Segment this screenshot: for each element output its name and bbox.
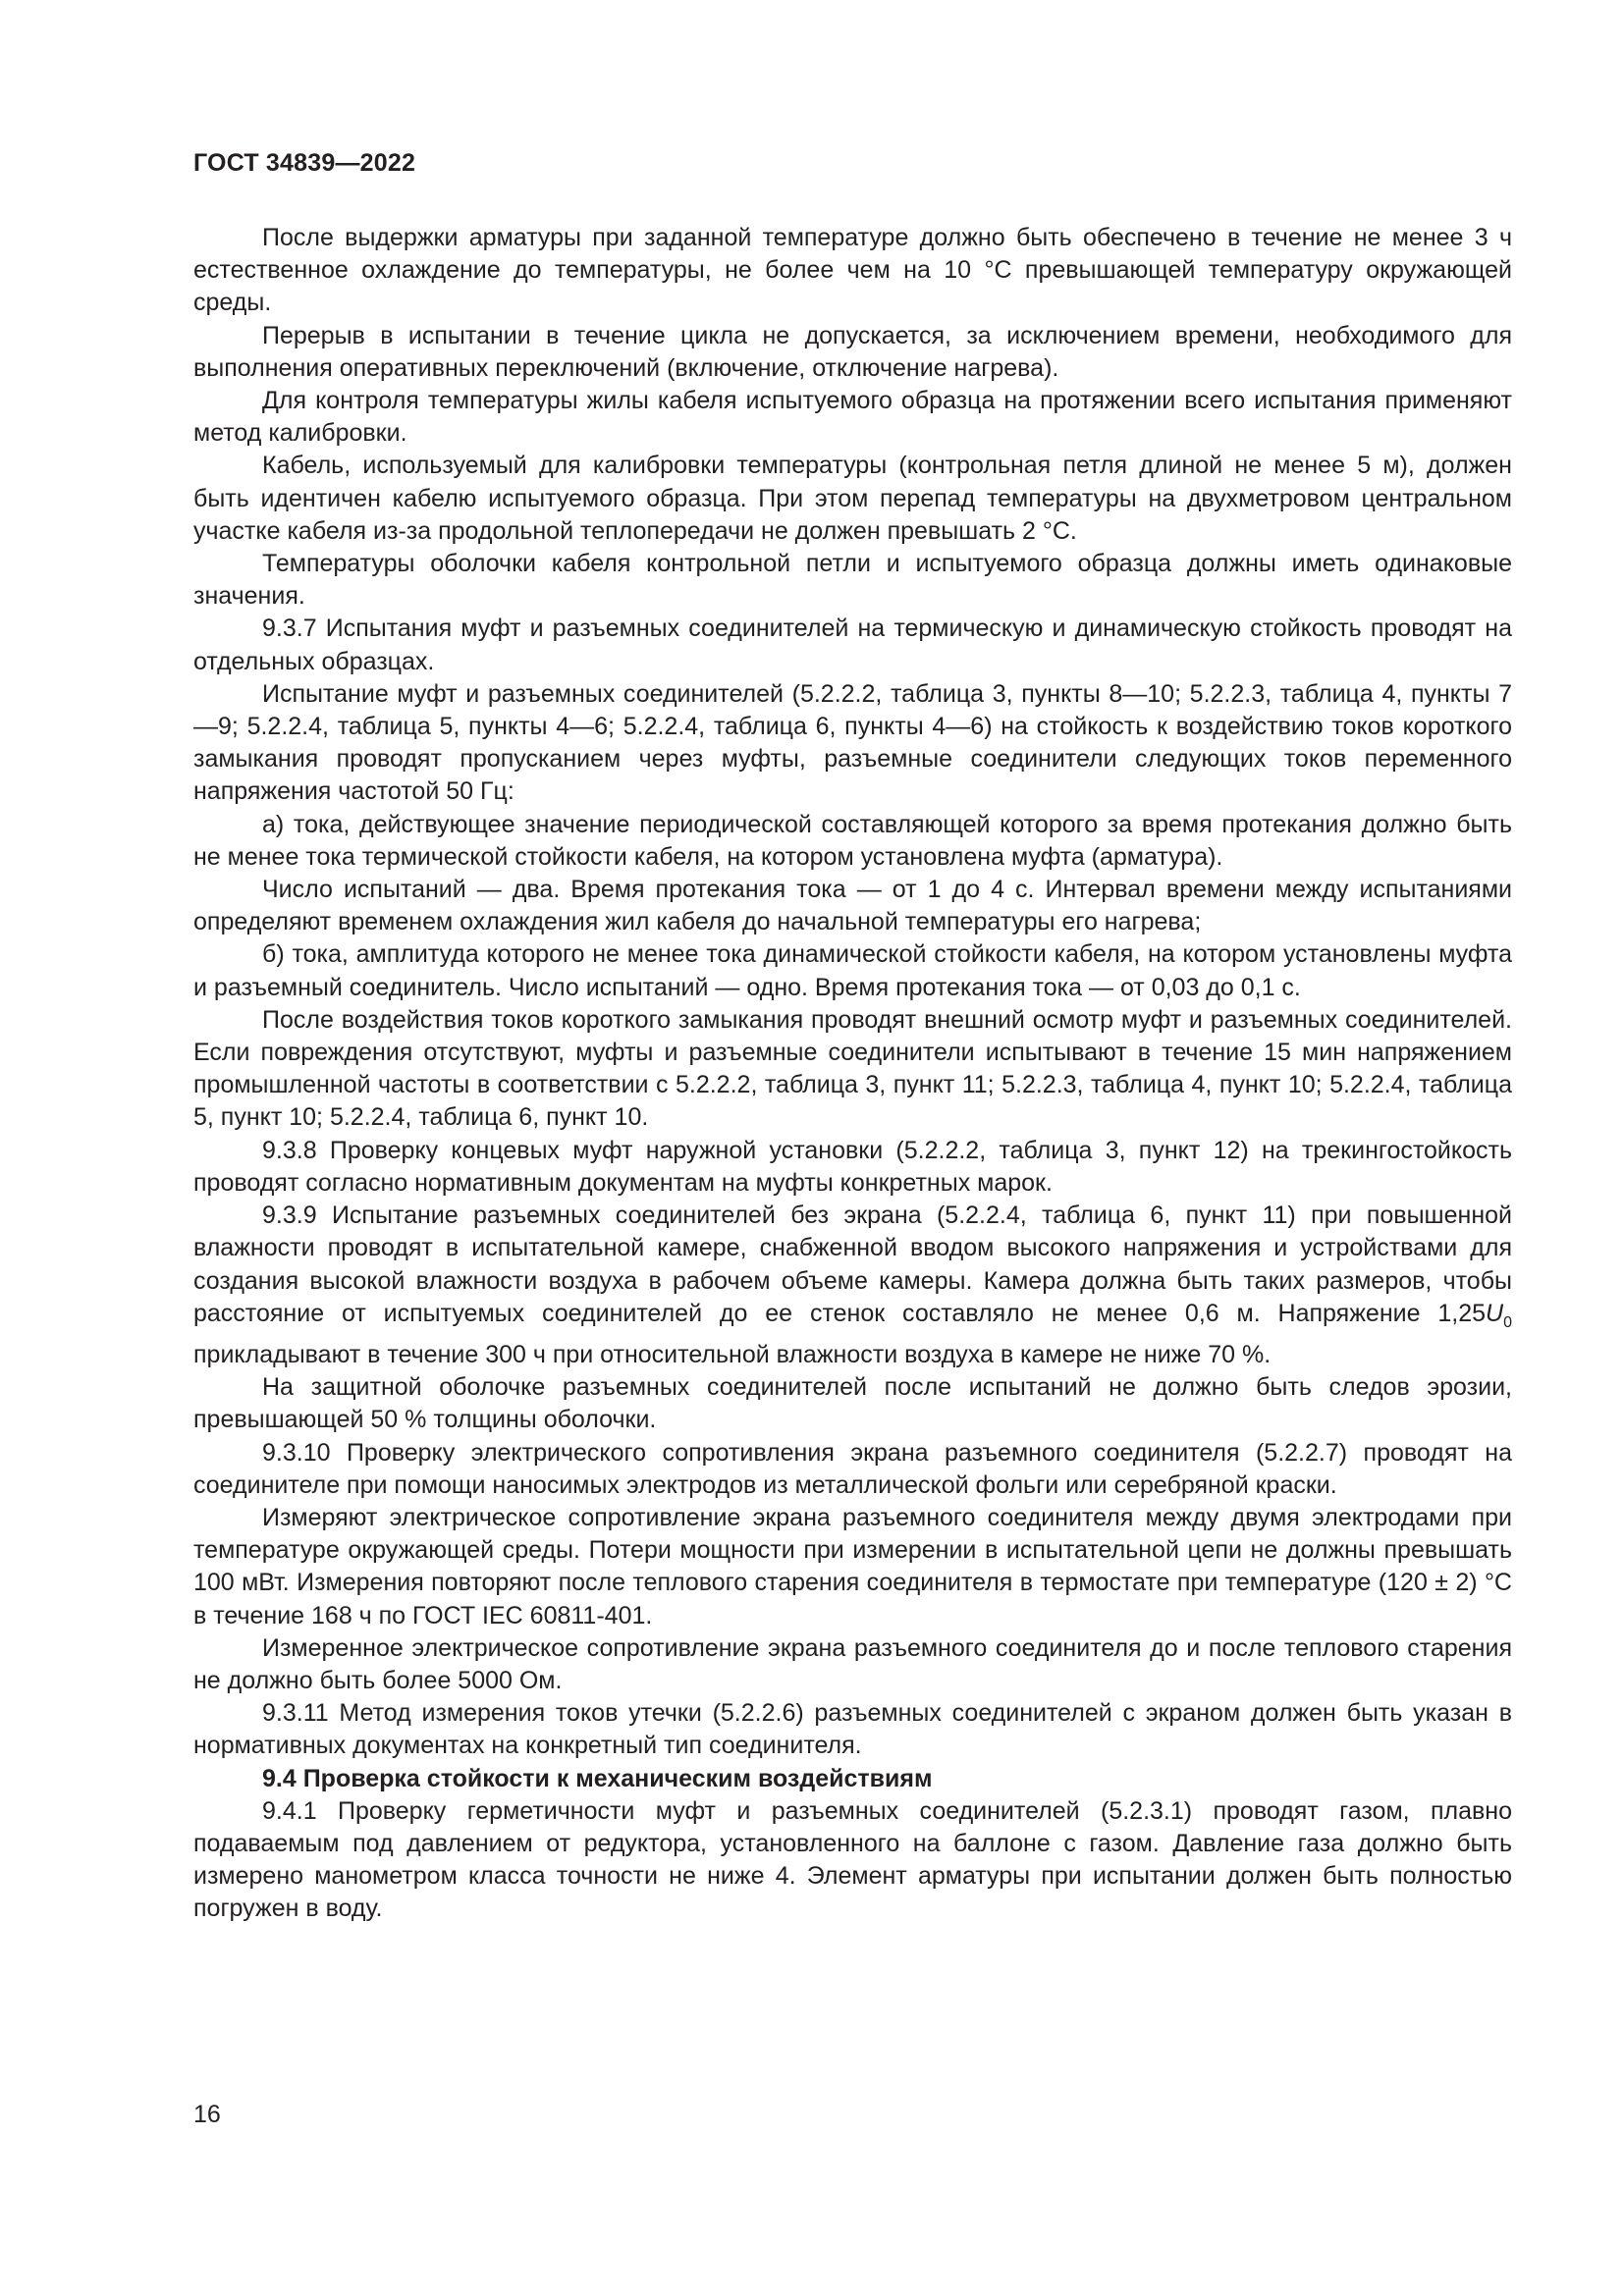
paragraph: Для контроля температуры жилы кабеля испытуемого образца на протяжении всего испытания применяют метод калибровки. [193, 387, 1512, 448]
list-item-a: а) тока, действующее значение периодической составляющей которого за время протекания должно быть не менее тока термической стойкости кабеля, на котором установлена муфта (арматура). [193, 810, 1512, 871]
paragraph-9-3-9 [193, 1200, 1512, 1371]
paragraph-9-3-11: 9.3.11 Метод измерения токов утечки (5.2.2.6) разъемных соединителей с экраном должен быть указан в нормативных документах на конкретный тип соединителя. [193, 1699, 1512, 1760]
paragraph-9-3-8: 9.3.8 Проверку концевых муфт наружной установки (5.2.2.2, таблица 3, пункт 12) на трекингостойкость проводят согласно нормативным документам на муфты конкретных марок. [193, 1136, 1512, 1197]
page-number: 16 [193, 2101, 221, 2128]
paragraph-9-3-7: 9.3.7 Испытания муфт и разъемных соединителей на термическую и динамическую стойкость проводят на отдельных образцах. [193, 614, 1512, 675]
paragraph-9-4-1: 9.4.1 Проверку герметичности муфт и разъемных соединителей (5.2.3.1) проводят газом, плавно подаваемым под давлением от редуктора, установленного на баллоне с газом. Давление газа должно быть измерено манометром класса точности не ниже 4. Элемент арматуры при испытании должен быть полностью погружен в воду. [193, 1796, 1512, 1923]
paragraph: Испытание муфт и разъемных соединителей (5.2.2.2, таблица 3, пункты 8—10; 5.2.2.3, таблица 4, пункты 7—9; 5.2.2.4, таблица 5, пункты 4—6; 5.2.2.4, таблица 6, пункты 4—6) на стойкость к воздействию токов короткого замыкания проводят пропусканием через муфты, разъемные соединители следующих токов переменного напряжения частотой 50 Гц: [193, 679, 1512, 806]
paragraph: После воздействия токов короткого замыкания проводят внешний осмотр муфт и разъемных соединителей. Если повреждения отсутствуют, муфты и разъемные соединители испытывают в течение 15 мин напряжением промышленной частоты в соответствии с 5.2.2.2, таблица 3, пункт 11; 5.2.2.3, таблица 4, пункт 10; 5.2.2.4, таблица 5, пункт 10; 5.2.2.4, таблица 6, пункт 10. [193, 1005, 1512, 1132]
paragraph: Кабель, используемый для калибровки температуры (контрольная петля длиной не менее 5 м), должен быть идентичен кабелю испытуемого образца. При этом перепад температуры на двухметровом центральном участке кабеля из-за продольной теплопередачи не должен превышать 2 °С. [193, 452, 1512, 545]
paragraph-text: прикладывают в течение 300 ч при относительной влажности воздуха в камере не ниже 70 %. [193, 1340, 1272, 1368]
paragraph: Температуры оболочки кабеля контрольной петли и испытуемого образца должны иметь одинаковые значения. [193, 550, 1512, 611]
paragraph: Измеряют электрическое сопротивление экрана разъемного соединителя между двумя электродами при температуре окружающей среды. Потери мощности при измерении в испытательной цепи не должны превышать 100 мВт. Измерения повторяют после теплового старения соединителя в термостате при температуре (120 ± 2) °С в течение 168 ч по ГОСТ IEC 60811-401. [193, 1503, 1512, 1629]
paragraph: После выдержки арматуры при заданной температуре должно быть обеспечено в течение не менее 3 ч естественное охлаждение до температуры, не более чем на 10 °С превышающей температуру окружающей среды. [193, 224, 1512, 317]
voltage-symbol: U [1486, 1299, 1504, 1327]
paragraph: Число испытаний — два. Время протекания тока — от 1 до 4 с. Интервал времени между испытаниями определяют временем охлаждения жил кабеля до начальной температуры его нагрева; [193, 876, 1512, 936]
paragraph-text: 9.3.9 Испытание разъемных соединителей без экрана (5.2.2.4, таблица 6, пункт 11) при повышенной влажности проводят в испытательной камере, снабженной вводом высокого напряжения и устройствами для создания высокой влажности воздуха в рабочем объеме камеры. Камера должна быть таких размеров, чтобы расстояние от испытуемых соединителей до ее стенок составляло не менее 0,6 м. Напряжение 1,25 [193, 1201, 1512, 1327]
paragraph: Перерыв в испытании в течение цикла не допускается, за исключением времени, необходимого для выполнения оперативных переключений (включение, отключение нагрева). [193, 321, 1512, 382]
voltage-subscript: 0 [1503, 1313, 1512, 1331]
paragraph-9-3-10: 9.3.10 Проверку электрического сопротивления экрана разъемного соединителя (5.2.2.7) проводят на соединителе при помощи наносимых электродов из металлической фольги или серебряной краски. [193, 1438, 1512, 1499]
paragraph: Измеренное электрическое сопротивление экрана разъемного соединителя до и после теплового старения не должно быть более 5000 Ом. [193, 1633, 1512, 1694]
document-body [193, 222, 1512, 1926]
paragraph: На защитной оболочке разъемных соединителей после испытаний не должно быть следов эрозии, превышающей 50 % толщины оболочки. [193, 1373, 1512, 1434]
document-header: ГОСТ 34839—2022 [193, 149, 416, 177]
section-heading-9-4: 9.4 Проверка стойкости к механическим воздействиям [262, 1764, 933, 1792]
list-item-b: б) тока, амплитуда которого не менее тока динамической стойкости кабеля, на котором установлены муфта и разъемный соединитель. Число испытаний — одно. Время протекания тока — от 0,03 до 0,1 с. [193, 940, 1512, 1001]
